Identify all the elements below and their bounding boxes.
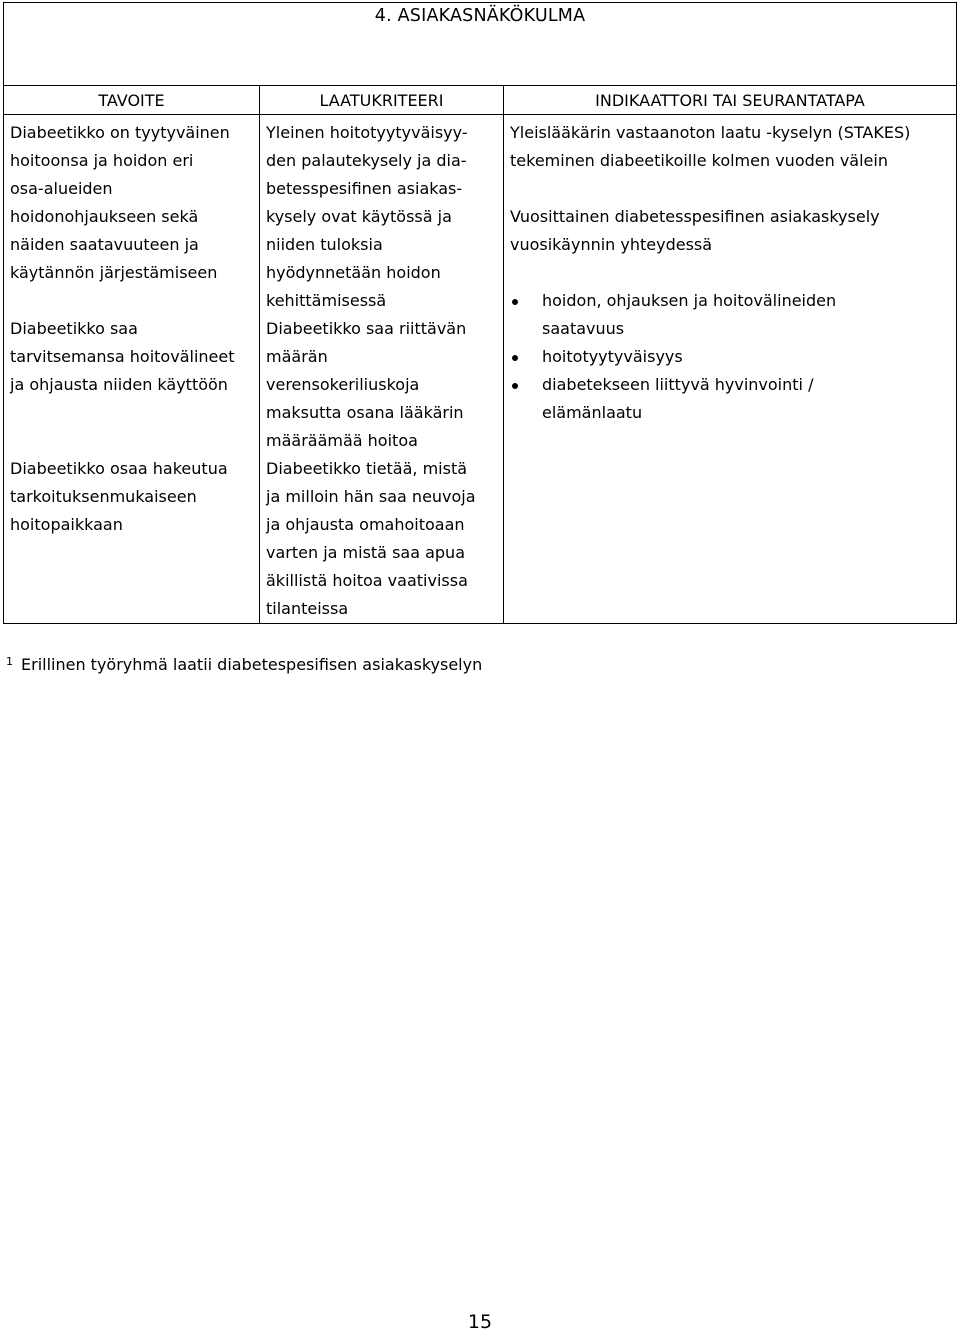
indicator-line: Vuosittainen diabetesspesifinen asiakaskysely — [510, 207, 880, 226]
goal-item — [10, 315, 253, 399]
bullet-line: diabetekseen liittyvä hyvinvointi / — [542, 375, 814, 394]
criterion-item — [266, 119, 497, 315]
criterion-line: hyödynnetään hoidon — [266, 263, 441, 282]
indicator-line: Yleislääkärin vastaanoton laatu -kyselyn (STAKES) — [510, 123, 911, 142]
criterion-line: maksutta osana lääkärin — [266, 403, 464, 422]
criterion-line: ja ohjausta omahoitoaan — [266, 515, 465, 534]
indicator-paragraph — [510, 119, 950, 175]
goal-line: hoitopaikkaan — [10, 515, 123, 534]
goal-line: Diabeetikko osaa hakeutua — [10, 459, 228, 478]
goal-line: hoidonohjaukseen sekä — [10, 207, 199, 226]
bullet-line: saatavuus — [542, 319, 625, 338]
column-header-criterion: LAATUKRITEERI — [260, 86, 504, 115]
criterion-line: Diabeetikko saa riittävän — [266, 319, 467, 338]
criterion-line: varten ja mistä saa apua — [266, 543, 465, 562]
goal-line: hoitoonsa ja hoidon eri — [10, 151, 194, 170]
criterion-line: tilanteissa — [266, 599, 349, 618]
footnote-marker: 1 — [6, 655, 13, 668]
criterion-line: määrän — [266, 347, 328, 366]
criterion-line: määräämää hoitoa — [266, 431, 418, 450]
bullet-line: hoitotyytyväisyys — [542, 347, 683, 366]
section-title-cell — [4, 3, 957, 86]
criterion-line: niiden tuloksia — [266, 235, 383, 254]
goal-item — [10, 455, 253, 539]
bullet-item — [510, 287, 950, 343]
goal-line: Diabeetikko on tyytyväinen — [10, 123, 230, 142]
goal-line: osa-alueiden — [10, 179, 113, 198]
bullet-item — [510, 343, 950, 371]
quality-criteria-table — [3, 2, 957, 624]
indicator-paragraph — [510, 203, 950, 259]
column-header-indicator: INDIKAATTORI TAI SEURANTATAPA — [504, 86, 957, 115]
goals-cell — [4, 115, 260, 624]
goal-line: käytännön järjestämiseen — [10, 263, 218, 282]
criterion-item — [266, 315, 497, 455]
criterion-line: verensokeriliuskoja — [266, 375, 420, 394]
bullet-dot-icon — [512, 383, 518, 389]
criterion-line: betesspesifinen asiakas- — [266, 179, 463, 198]
criterion-line: Yleinen hoitotyytyväisyy- — [266, 123, 468, 142]
criterion-line: den palautekysely ja dia- — [266, 151, 467, 170]
indicator-bullet-list — [510, 287, 950, 427]
goal-line: ja ohjausta niiden käyttöön — [10, 375, 228, 394]
criterion-line: Diabeetikko tietää, mistä — [266, 459, 468, 478]
goal-line: tarvitsemansa hoitovälineet — [10, 347, 235, 366]
footnote-text: Erillinen työryhmä laatii diabetespesifisen asiakaskyselyn — [21, 655, 483, 674]
bullet-item — [510, 371, 950, 427]
page-number: 15 — [467, 1311, 493, 1333]
goal-item — [10, 119, 253, 287]
bullet-dot-icon — [512, 299, 518, 305]
criterion-line: ja milloin hän saa neuvoja — [266, 487, 476, 506]
section-title: 4. ASIAKASNÄKÖKULMA — [374, 6, 586, 26]
criteria-cell — [260, 115, 504, 624]
goal-line: Diabeetikko saa — [10, 319, 138, 338]
column-header-goal: TAVOITE — [4, 86, 260, 115]
bullet-line: elämänlaatu — [542, 403, 643, 422]
criterion-line: äkillistä hoitoa vaativissa — [266, 571, 468, 590]
indicator-line: tekeminen diabeetikoille kolmen vuoden välein — [510, 151, 888, 170]
indicators-cell — [504, 115, 957, 624]
footnote — [6, 655, 482, 674]
bullet-dot-icon — [512, 355, 518, 361]
bullet-line: hoidon, ohjauksen ja hoitovälineiden — [542, 291, 837, 310]
indicator-line: vuosikäynnin yhteydessä — [510, 235, 713, 254]
criterion-item — [266, 455, 497, 623]
goal-line: tarkoituksenmukaiseen — [10, 487, 197, 506]
criterion-line: kysely ovat käytössä ja — [266, 207, 452, 226]
criterion-line: kehittämisessä — [266, 291, 387, 310]
goal-line: näiden saatavuuteen ja — [10, 235, 199, 254]
